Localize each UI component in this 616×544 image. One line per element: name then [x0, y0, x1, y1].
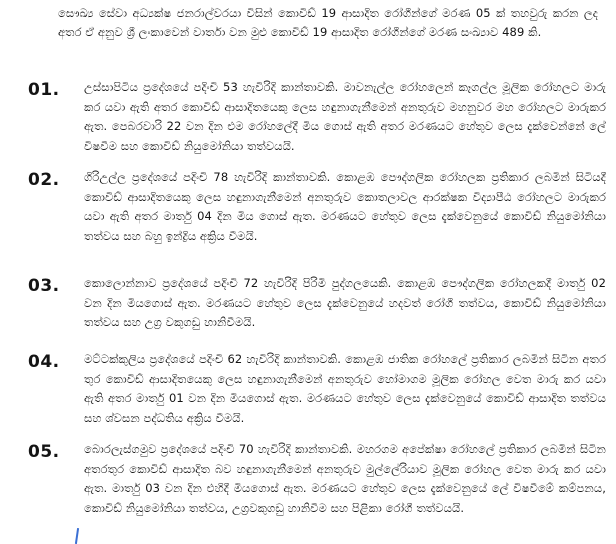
pen-mark: [75, 528, 79, 544]
case-paragraph-4: මට්ටක්කුලිය ප්‍රදේශයේ පදිංචි 62 හැවිරිදි කාන්තාවකි. කොළඹ ජාතික රෝහලේ ප්‍රතිකාර ලබමින් සිටින අතර තුර කොවිඩ් ආසාදිතයෙකු ලෙස හඳුනාගැනීමෙන් අනතුරුව හෝමාගම මූලික රෝහල වෙත මාරු කර යවා ඇති අතර මාර්තු 01 වන දින මියගොස් ඇත. මරණයට හේතුව ලෙස දැක්වෙනුයේ කොවිඩ් ආසාදිත තත්වය සහ ශ්වසන පද්ධතිය අක්‍රිය වීමයි.: [84, 352, 606, 425]
case-paragraph-2: ගිරිඋල්ල ප්‍රදේශයේ පදිංචි 78 හැවිරිදි කාන්තාවකි. කොළඹ පෞද්ගලික රෝහලක ප්‍රතිකාර ලබමින් සිටියදී කොවිඩ් ආසාදිතයෙකු ලෙස හඳුනාගැනීමෙන් අනතුරුව කොතලාවල ආරක්ෂක විද්‍යාපීඨ රෝහලට මාරුකර යවා ඇති අතර මාර්තු 04 දින මිය ගොස් ඇත. මරණයට හේතුව ලෙස දැක්වෙනුයේ කොවිඩ් නියුමෝනියා තත්වය සහ බහු ඉන්ද්‍රිය අක්‍රිය වීමයි.: [84, 170, 606, 243]
case-number-1: 01.: [28, 80, 60, 100]
case-number-2: 02.: [28, 170, 60, 190]
case-paragraph-5: බොරලැස්ගමුව ප්‍රදේශයේ පදිංචි 70 හැවිරිදි කාන්තාවකි. මහරගම අපේක්ෂා රෝහලේ ප්‍රතිකාර ලබමින් සිටින අතරතුර කොවිඩ් ආසාදිත බව හඳුනාගැනීමෙන් අනතුරුව මුල්ලේරියාව මූලික රෝහල වෙත මාරු කර යවා ඇත. මාර්තු 03 වන දින එහිදී මියගොස් ඇත. මරණයට හේතුව ලෙස දැක්වෙනුයේ ලේ විෂවීමේ කම්පනය, කොවිඩ් නියුමෝනියා තත්වය, උග්‍රවකුගඩු හානිවීම සහ පිළිකා රෝගී තත්වයයි.: [84, 442, 606, 515]
case-number-5: 05.: [28, 442, 60, 462]
case-number-3: 03.: [28, 276, 60, 296]
case-number-4: 04.: [28, 352, 60, 372]
case-paragraph-3: කොලොන්නාව ප්‍රදේශයේ පදිංචි 72 හැවිරිදි පිරිමි පුද්ගලයෙකි. කොළඹ පෞද්ගලික රෝහලකදී මාර්තු 02 වන දින මියගොස් ඇත. මරණයට හේතුව ලෙස දැක්වෙනුයේ හදවත් රෝගී තත්වය, කොවිඩ් නියුමෝනියා තත්වය සහ උග්‍ර වකුගඩු හානිවීමයි.: [84, 276, 606, 329]
case-paragraph-1: උස්සාපිටිය ප්‍රදේශයේ පදිංචි 53 හැවිරිදි කාන්තාවකි. මාවනැල්ල රෝහලෙන් කෑගල්ල මූලික රෝහලට මාරු කර යවා ඇති අතර කොවිඩ් ආසාදිතයෙකු ලෙස හඳුනාගැනීමෙන් අනතුරුව මහනුවර මහ රෝහලට මාරුකර ඇත. පෙබරවාරි 22 වන දින එම රෝහලේදී මිය ගොස් ඇති අතර මරණයට හේතුව ලෙස දැක්වෙන්නේ ලේ විෂවීම සහ කොවිඩ් නියුමෝනියා තත්වයයි.: [84, 80, 606, 153]
intro-paragraph: සෞඛ්‍ය සේවා අධ්‍යක්ෂ ජනරාල්වරයා විසින් කොවිඩ් 19 ආසාදිත රෝගීන්ගේ මරණ 05 ක් තහවුරු කරන ලද අතර ඒ අනුව ශ්‍රී ලංකාවෙන් වාර්තා වන මුළු කොවිඩ් 19 ආසාදිත රෝගීන්ගේ මරණ සංඛ්‍යාව 489 කි.: [58, 6, 598, 39]
